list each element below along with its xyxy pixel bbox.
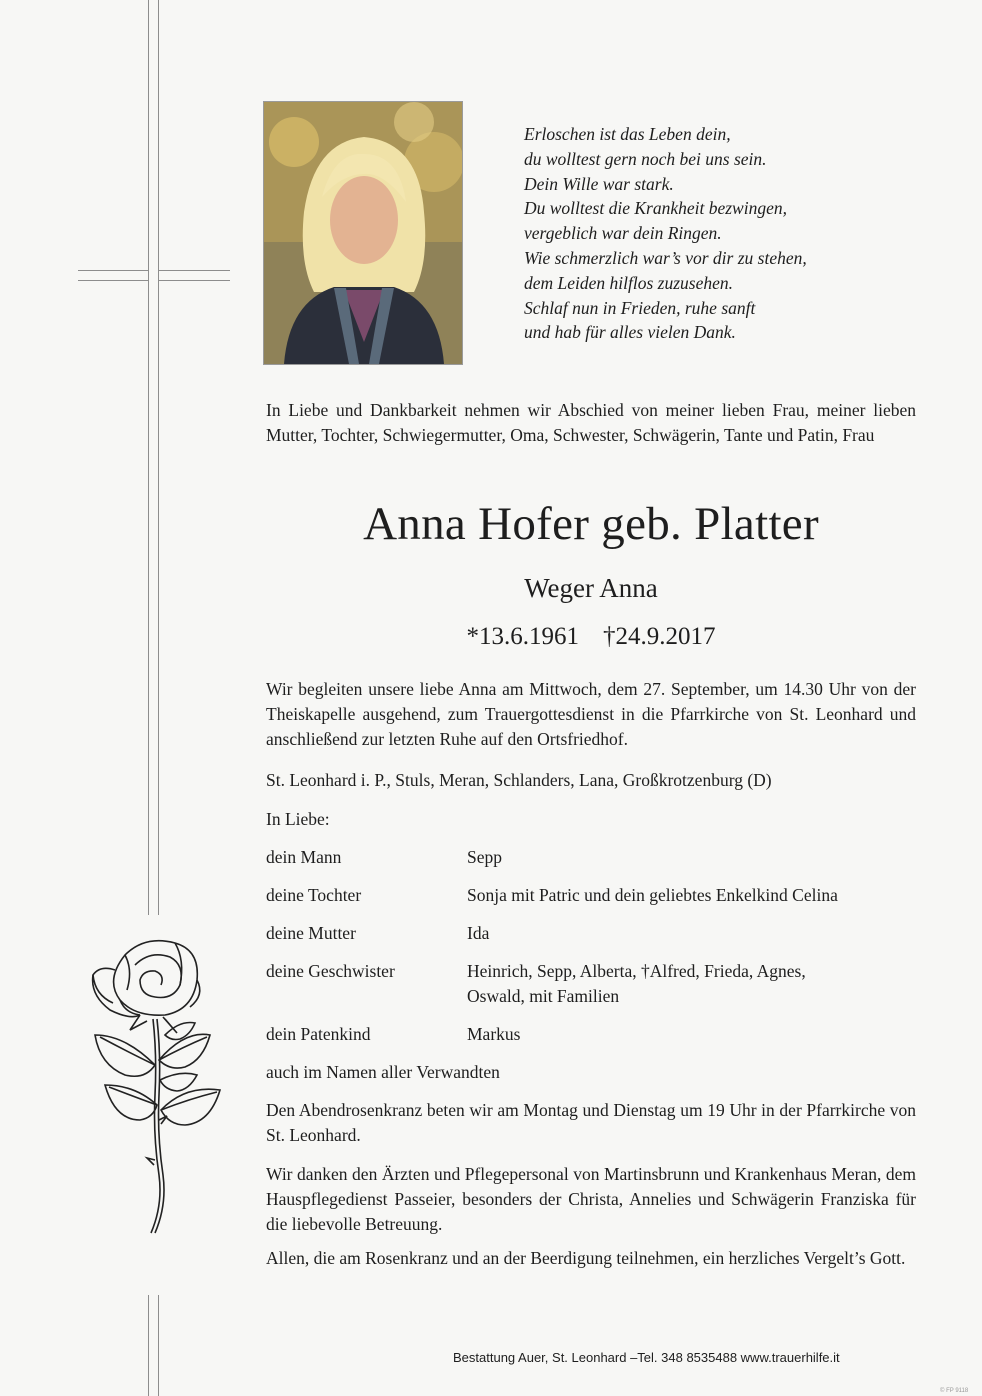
cross-base-line-left (148, 1295, 149, 1396)
poem-line: Wie schmerzlich war’s vor dir zu stehen, (524, 247, 807, 268)
relative-relation: dein Mann (266, 847, 342, 867)
relative-relation: dein Patenkind (266, 1024, 371, 1044)
poem-line: Du wolltest die Krankheit bezwingen, (524, 198, 787, 219)
poem-line: Schlaf nun in Frieden, ruhe sanft (524, 297, 756, 318)
footer-contact: Bestattung Auer, St. Leonhard –Tel. 348 8535488 www.trauerhilfe.it (453, 1350, 840, 1365)
relative-names: Heinrich, Sepp, Alberta, †Alfred, Frieda, Agnes, Oswald, mit Familien (467, 961, 806, 1006)
relative-relation: deine Mutter (266, 923, 356, 943)
intro-text: In Liebe und Dankbarkeit nehmen wir Abschied von meiner lieben Frau, meiner lieben Mutter, Tochter, Schwiegermutter, Oma, Schwester, Schwägerin, Tante und Patin, Frau (266, 400, 916, 445)
cross-horizontal-line-right-top (158, 270, 230, 271)
relatives-closing: auch im Namen aller Verwandten (266, 1062, 500, 1082)
cross-horizontal-line-bottom (78, 280, 149, 281)
cross-base-line-right (158, 1295, 159, 1396)
document-code: © FP 9118 (940, 1388, 969, 1394)
poem-line: Dein Wille war stark. (524, 173, 674, 194)
birth-date: *13.6.1961 (466, 623, 579, 650)
cross-horizontal-line-top (78, 270, 149, 271)
cross-vertical-line-right (158, 0, 159, 915)
death-date: †24.9.2017 (603, 623, 716, 650)
poem (524, 122, 884, 345)
cross-horizontal-line-right-bottom (158, 280, 230, 281)
poem-line: du wolltest gern noch bei uns sein. (524, 148, 767, 169)
poem-line: vergeblich war dein Ringen. (524, 223, 722, 244)
relative-names: Markus (467, 1024, 521, 1044)
rosary-text: Den Abendrosenkranz beten wir am Montag und Dienstag um 19 Uhr in der Pfarrkirche von St. Leonhard. (266, 1100, 916, 1145)
funeral-text: Wir begleiten unsere liebe Anna am Mittwoch, dem 27. September, um 14.30 Uhr von der Theiskapelle ausgehend, zum Trauergottesdienst in die Pfarrkirche von St. Leonhard und anschließend zur letzten Ruhe auf den Ortsfriedhof. (266, 679, 916, 749)
portrait-photo (263, 101, 463, 365)
in-love-label: In Liebe: (266, 809, 330, 829)
places-text: St. Leonhard i. P., Stuls, Meran, Schlanders, Lana, Großkrotzenburg (D) (266, 770, 772, 790)
deceased-name: Anna Hofer geb. Platter (363, 498, 819, 550)
life-dates (0, 623, 982, 651)
closing-text: Allen, die am Rosenkranz und an der Beerdigung teilnehmen, ein herzliches Vergelt’s Gott. (266, 1248, 906, 1268)
relative-relation: deine Geschwister (266, 961, 395, 981)
relative-names: Sonja mit Patric und dein geliebtes Enkelkind Celina (467, 885, 838, 905)
poem-line: und hab für alles vielen Dank. (524, 322, 736, 343)
relative-names: Ida (467, 923, 490, 943)
relative-relation: deine Tochter (266, 885, 362, 905)
poem-line: dem Leiden hilflos zuzusehen. (524, 272, 734, 293)
rose-icon (85, 935, 245, 1235)
maiden-name: Weger Anna (524, 573, 658, 603)
cross-vertical-line-left (148, 0, 149, 915)
relative-names: Sepp (467, 847, 502, 867)
poem-line: Erloschen ist das Leben dein, (524, 124, 731, 144)
thanks-text: Wir danken den Ärzten und Pflegepersonal von Martinsbrunn und Krankenhaus Meran, dem Hauspflegedienst Passeier, besonders der Christa, Annelies und Schwägerin Franziska für die liebevolle Betreuung. (266, 1164, 916, 1234)
